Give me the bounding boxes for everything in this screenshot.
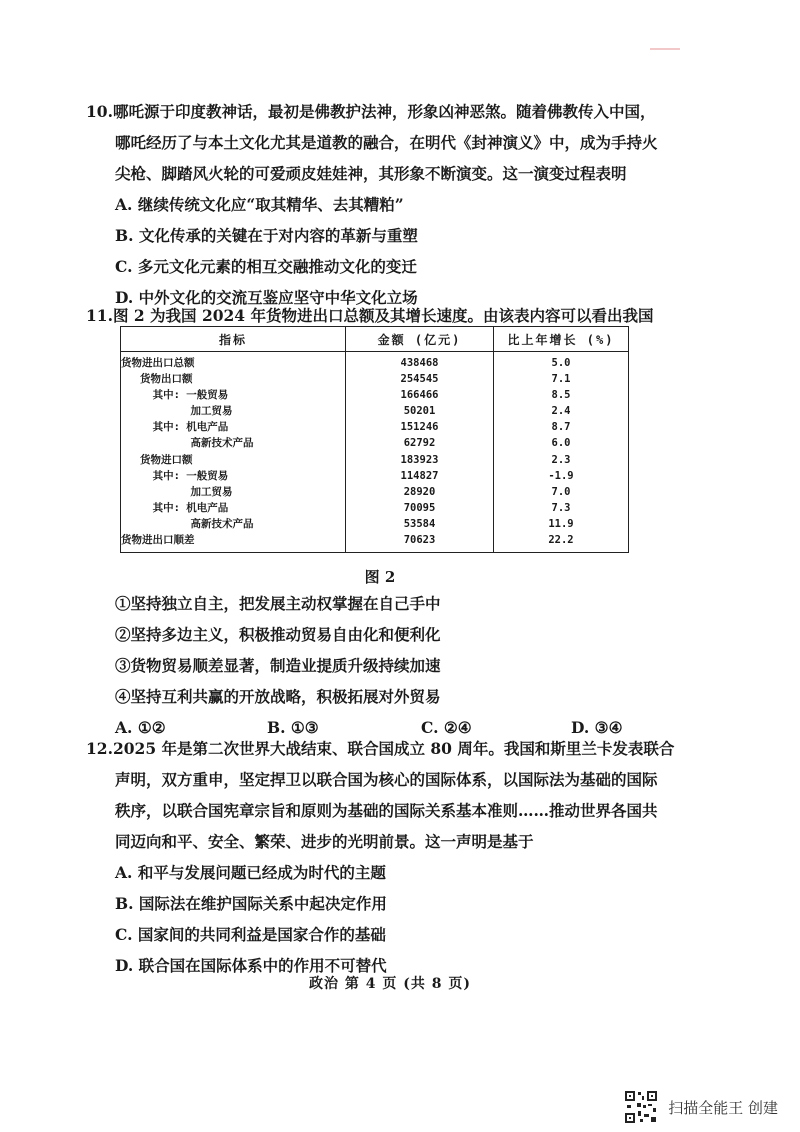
red-mark <box>650 48 680 50</box>
q11-option-c: C. ②④ <box>421 718 472 737</box>
q11-statement-4: ④坚持互利共赢的开放战略，积极拓展对外贸易 <box>115 687 441 706</box>
q12-option-a: A. 和平与发展问题已经成为时代的主题 <box>115 863 386 882</box>
q10-stem-line-3: 尖枪、脚踏风火轮的可爱顽皮娃娃神，其形象不断演变。这一演变过程表明 <box>115 164 627 183</box>
q11-option-b: B. ①③ <box>267 718 319 737</box>
q12-stem-line-1: 12.2025 年是第二次世界大战结束、联合国成立 80 周年。我国和斯里兰卡发表联合 <box>86 739 675 758</box>
q10-stem-line-1: 10.哪吒源于印度教神话，最初是佛教护法神，形象凶神恶煞。随着佛教传入中国， <box>86 102 656 121</box>
table-row: 其中: 机电产品 70095 7.3 <box>121 500 629 516</box>
trade-table <box>120 326 629 553</box>
table-row: 货物进出口总额 438468 5.0 <box>121 352 629 372</box>
q12-option-b: B. 国际法在维护国际关系中起决定作用 <box>115 894 387 913</box>
table-row: 加工贸易 28920 7.0 <box>121 484 629 500</box>
table-row: 货物出口额 254545 7.1 <box>121 371 629 387</box>
q10-option-b: B. 文化传承的关键在于对内容的革新与重塑 <box>115 226 418 245</box>
qr-code-icon <box>624 1090 658 1124</box>
scanner-watermark <box>624 1090 778 1124</box>
question-12 <box>88 733 708 981</box>
q10-option-c: C. 多元文化元素的相互交融推动文化的变迁 <box>115 257 417 276</box>
scanner-text: 扫描全能王 创建 <box>668 1098 778 1117</box>
q12-stem-line-4: 同迈向和平、安全、繁荣、进步的光明前景。这一声明是基于 <box>115 832 534 851</box>
table-header-growth: 比上年增长 (%) <box>494 327 629 352</box>
page-footer: 政治 第 4 页 (共 8 页) <box>309 976 471 992</box>
q11-option-a: A. ①② <box>115 718 166 737</box>
table-row: 高新技术产品 53584 11.9 <box>121 516 629 532</box>
q11-option-d: D. ③④ <box>571 718 623 737</box>
q11-statement-2: ②坚持多边主义，积极推动贸易自由化和便利化 <box>115 625 441 644</box>
q12-stem-line-3: 秩序，以联合国宪章宗旨和原则为基础的国际关系基本准则……推动世界各国共 <box>115 801 658 820</box>
q10-stem-line-2: 哪吒经历了与本土文化尤其是道教的融合，在明代《封神演义》中，成为手持火 <box>115 133 658 152</box>
q11-statement-1: ①坚持独立自主，把发展主动权掌握在自己手中 <box>115 594 441 613</box>
table-row: 其中: 一般贸易 166466 8.5 <box>121 387 629 403</box>
q12-option-c: C. 国家间的共同利益是国家合作的基础 <box>115 925 386 944</box>
q10-option-d: D. 中外文化的交流互鉴应坚守中华文化立场 <box>115 288 418 307</box>
table-row: 货物进出口顺差 70623 22.2 <box>121 532 629 553</box>
q11-statements <box>88 588 708 743</box>
q12-stem-line-2: 声明，双方重申，坚定捍卫以联合国为核心的国际体系，以国际法为基础的国际 <box>115 770 658 789</box>
table-row: 加工贸易 50201 2.4 <box>121 403 629 419</box>
q10-option-a: A. 继续传统文化应“取其精华、去其糟粕” <box>115 195 404 214</box>
q11-stem: 11.图 2 为我国 2024 年货物进出口总额及其增长速度。由该表内容可以看出我国 <box>86 306 654 325</box>
table-row: 高新技术产品 62792 6.0 <box>121 435 629 451</box>
table-header-indicator: 指标 <box>121 327 346 352</box>
figure-caption: 图 2 <box>364 568 396 586</box>
q12-option-d: D. 联合国在国际体系中的作用不可替代 <box>115 956 387 975</box>
question-10 <box>88 96 708 313</box>
table-header-amount: 金额 (亿元) <box>346 327 494 352</box>
q11-statement-3: ③货物贸易顺差显著，制造业提质升级持续加速 <box>115 656 441 675</box>
table-row: 其中: 一般贸易 114827 -1.9 <box>121 468 629 484</box>
table-row: 其中: 机电产品 151246 8.7 <box>121 419 629 435</box>
table-row: 货物进口额 183923 2.3 <box>121 452 629 468</box>
